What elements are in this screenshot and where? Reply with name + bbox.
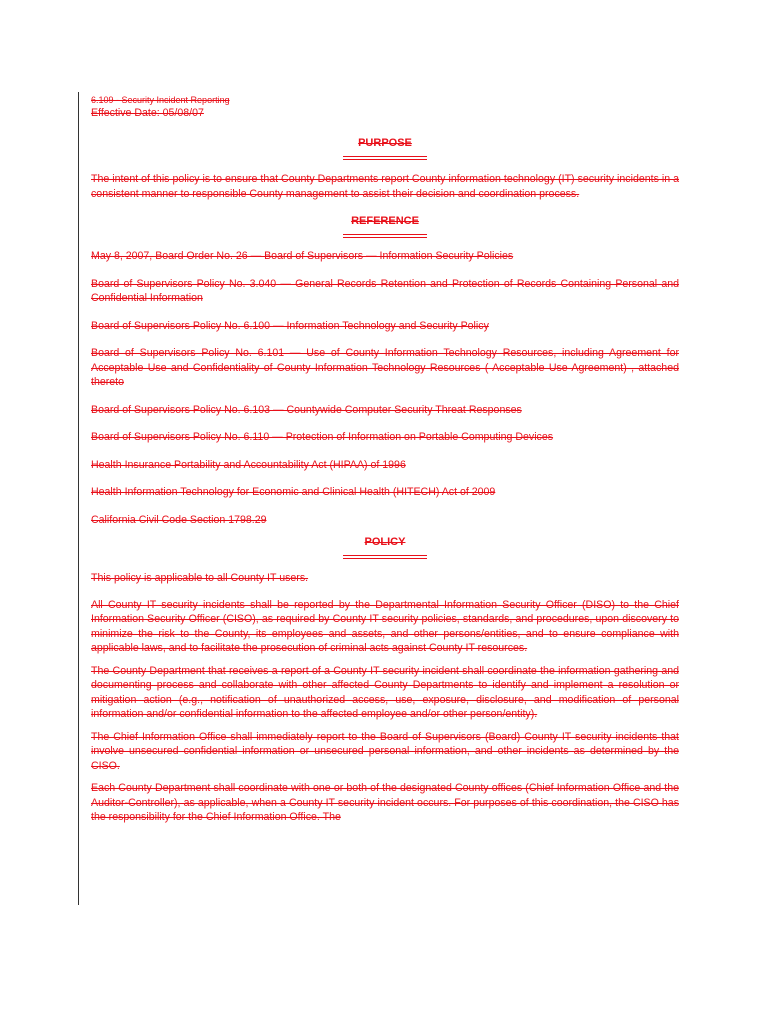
reference-heading: REFERENCE [351,215,419,227]
policy-heading: POLICY [364,536,406,548]
document-content [91,94,679,825]
revision-change-bar [78,92,79,905]
effective-date: Effective Date: 05/08/07 [91,107,204,119]
section-title: 6.109 - Security Incident Reporting [91,95,230,105]
heading-rule [343,156,427,157]
purpose-heading: PURPOSE [358,137,412,149]
reference-item: Board of Supervisors Policy No. 6.110 — Protection of Information on Portable Computing Devices [91,431,554,443]
reference-item: May 8, 2007, Board Order No. 26 — Board of Supervisors — Information Security Policies [91,250,514,262]
policy-paragraph: The Chief Information Office shall immediately report to the Board of Supervisors (Board) County IT security incidents that involve unsecured confidential information or unsecured personal information, and other incidents as determined by the CISO. [91,730,679,772]
purpose-text: The intent of this policy is to ensure that County Departments report County information technology (IT) security incidents in a consistent manner to responsible County management to assist their decision and coordination process. [91,173,679,200]
reference-item: Board of Supervisors Policy No. 6.100 — Information Technology and Security Policy [91,319,489,332]
policy-paragraph: The County Department that receives a report of a County IT security incident shall coordinate the information gathering and documenting process and collaborate with other affected County Departments to identify and implement a resolution or mitigation action (e.g., notification of unauthorized access, use, exposure, disclosure, and modification of personal information and/or confidential information to the affected employee and/or other person/entity). [91,664,679,720]
policy-paragraph: All County IT security incidents shall be reported by the Departmental Information Security Officer (DISO) to the Chief Information Security Officer (CISO), as required by County IT security policies, standards, and procedures, upon discovery to minimize the risk to the County, its employees and assets, and other persons/entities, and to ensure compliance with applicable laws, and to facilitate the prosecution of criminal acts against County IT resources. [91,598,679,654]
reference-item: Health Information Technology for Economic and Clinical Health (HITECH) Act of 2009 [91,486,496,498]
policy-paragraph: This policy is applicable to all County IT users. [91,572,309,584]
reference-item: Board of Supervisors Policy No. 6.103 — Countywide Computer Security Threat Responses [91,403,522,416]
policy-paragraph: Each County Department shall coordinate with one or both of the designated County offices (Chief Information Office and the Auditor-Controller), as applicable, when a County IT security incident occurs. For purposes of this coordination, the CISO has the responsibility for the Chief Information Office. The [91,782,679,823]
reference-item: Board of Supervisors Policy No. 6.101 — Use of County Information Technology Resources, including Agreement for Acceptable Use and Confidentiality of County Information Technology Resources ( Acceptable Use Agreement) , attached thereto [91,347,679,388]
heading-rule [343,234,427,235]
reference-item: California Civil Code Section 1798.29 [91,513,267,526]
reference-item: Board of Supervisors Policy No. 3.040 — General Records Retention and Protection of Records Containing Personal and Confidential Information [91,277,679,304]
heading-rule [343,555,427,556]
reference-item: Health Insurance Portability and Accountability Act (HIPAA) of 1996 [91,458,406,471]
